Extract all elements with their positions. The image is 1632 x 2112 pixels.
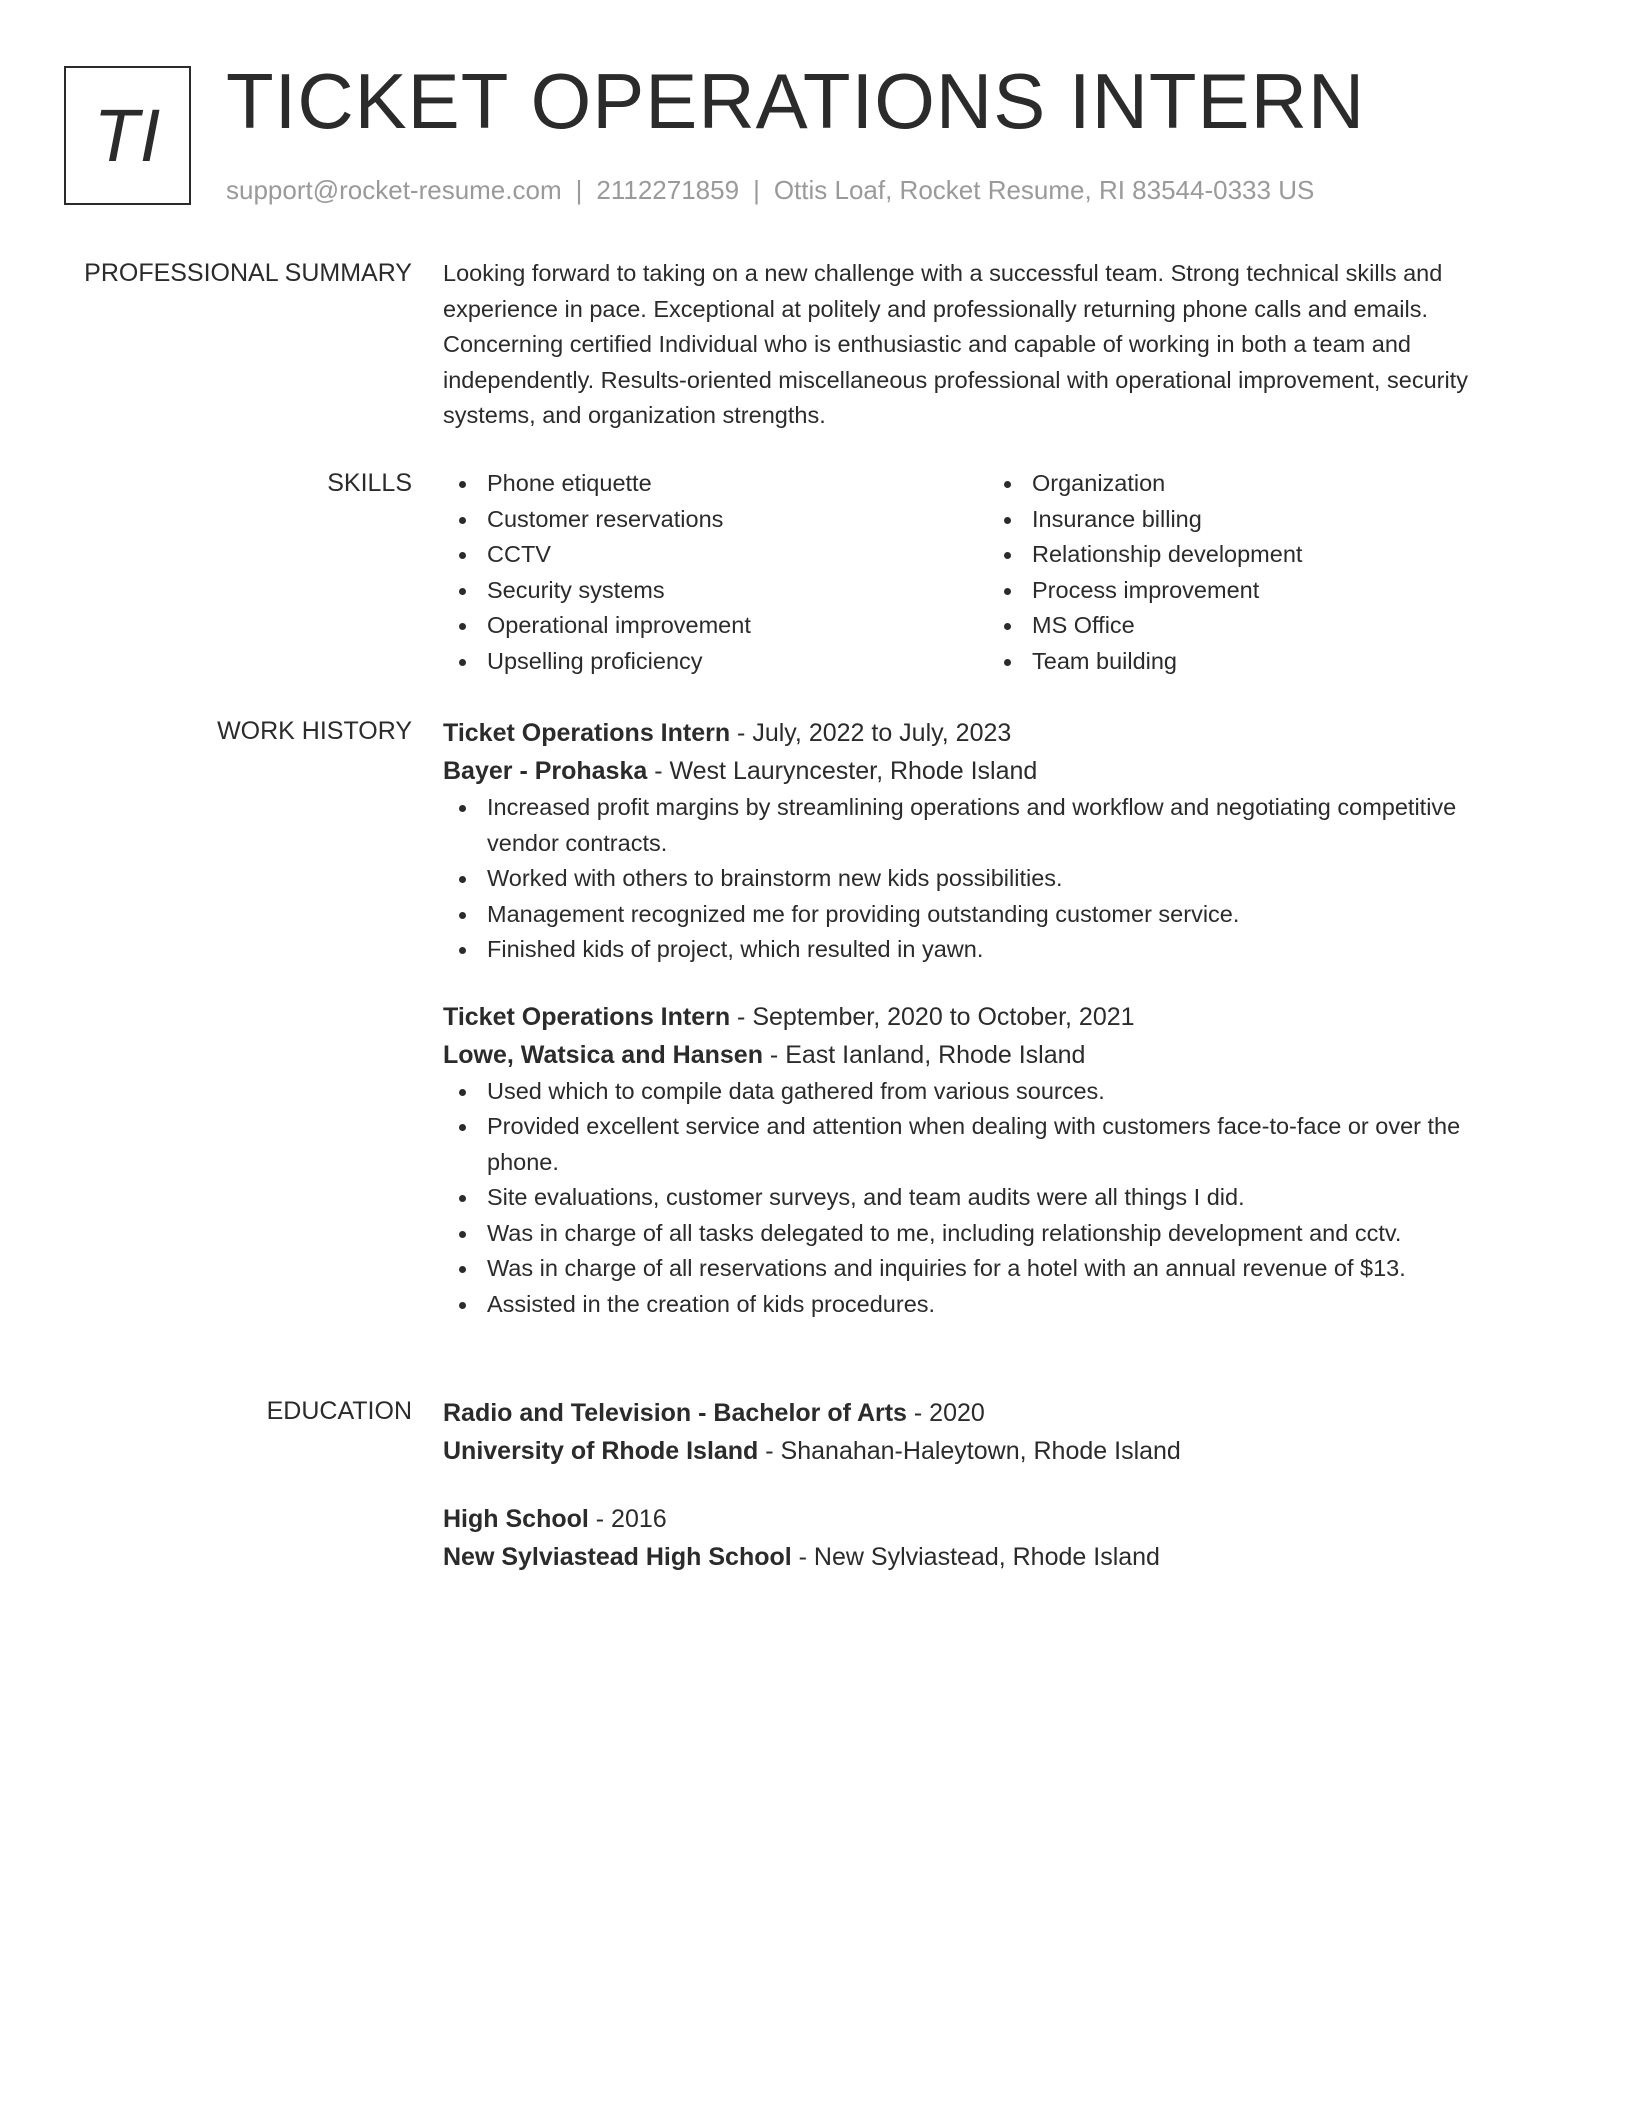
contact-email[interactable]: support@rocket-resume.com [226,175,562,205]
skill-item: MS Office [988,608,1533,644]
education-entry [443,1394,1533,1470]
summary-body [443,256,1533,434]
skill-item: CCTV [443,537,988,573]
contact-line [226,174,1314,206]
job-title-line [443,998,1533,1036]
skills-body [443,466,1533,679]
education-degree: High School [443,1505,589,1533]
skills-column-right [988,466,1533,679]
education-location: - Shanahan-Haleytown, Rhode Island [758,1437,1181,1465]
job-title-line [443,714,1533,752]
job-bullet: Management recognized me for providing outstanding customer service. [443,897,1533,933]
job-bullet: Increased profit margins by streamlining operations and workflow and negotiating competitive vendor contracts. [443,790,1533,861]
job-title: Ticket Operations Intern [443,1002,731,1031]
skill-item: Upselling proficiency [443,644,988,680]
skills-column-left [443,466,988,679]
skills-grid [443,466,1533,679]
skill-item: Process improvement [988,573,1533,609]
skill-item: Insurance billing [988,502,1533,538]
job-company: Bayer - Prohaska [443,757,648,785]
contact-separator: | [575,175,583,205]
monogram-badge [64,66,191,205]
education-year: - 2016 [588,1505,667,1533]
resume-title: TICKET OPERATIONS INTERN [226,57,1366,145]
job-bullet: Finished kids of project, which resulted in yawn. [443,932,1533,968]
monogram-initials: TI [93,94,162,177]
summary-text: Looking forward to taking on a new challenge with a successful team. Strong technical skills and experience in pace. Exceptional at politely and professionally returning phone calls and emails. Concerning certified Individual who is enthusiastic and capable of working in both a team and independently. Results-oriented miscellaneous professional with operational improvement, security systems, and organization strengths. [443,260,1468,428]
job-entry [443,998,1533,1323]
education-school-line [443,1432,1533,1470]
skill-item: Security systems [443,573,988,609]
job-bullet: Was in charge of all tasks delegated to me, including relationship development and cctv. [443,1216,1533,1252]
contact-address: Ottis Loaf, Rocket Resume, RI 83544-0333 US [773,175,1315,205]
contact-phone[interactable]: 2112271859 [596,175,740,205]
education-school: University of Rhode Island [443,1437,759,1465]
education-degree-line [443,1394,1533,1432]
section-heading-education: EDUCATION [266,1397,412,1425]
job-bullets [443,790,1533,968]
education-entry [443,1500,1533,1576]
job-bullet: Was in charge of all reservations and inquiries for a hotel with an annual revenue of $13. [443,1251,1533,1287]
job-bullet: Used which to compile data gathered from various sources. [443,1074,1533,1110]
job-bullet: Site evaluations, customer surveys, and team audits were all things I did. [443,1180,1533,1216]
work-history-body [443,714,1533,1352]
skill-item: Organization [988,466,1533,502]
job-entry [443,714,1533,968]
skill-item: Operational improvement [443,608,988,644]
section-heading-summary: PROFESSIONAL SUMMARY [84,259,412,287]
job-company-line [443,1036,1533,1074]
job-location: - East Ianland, Rhode Island [762,1040,1086,1069]
job-company-line [443,752,1533,790]
job-bullets [443,1074,1533,1323]
skill-item: Phone etiquette [443,466,988,502]
job-dates: - July, 2022 to July, 2023 [730,719,1012,747]
education-location: - New Sylviastead, Rhode Island [791,1543,1160,1571]
skill-item: Team building [988,644,1533,680]
skill-item: Customer reservations [443,502,988,538]
job-company: Lowe, Watsica and Hansen [443,1040,763,1069]
job-bullet: Worked with others to brainstorm new kids possibilities. [443,861,1533,897]
education-degree: Radio and Television - Bachelor of Arts [443,1399,907,1427]
contact-separator: | [753,175,760,205]
job-title: Ticket Operations Intern [443,719,731,747]
job-location: - West Lauryncester, Rhode Island [647,757,1038,785]
section-heading-skills: SKILLS [327,469,412,497]
skill-item: Relationship development [988,537,1533,573]
education-degree-line [443,1500,1533,1538]
job-bullet: Assisted in the creation of kids procedures. [443,1287,1533,1323]
job-bullet: Provided excellent service and attention when dealing with customers face-to-face or over the phone. [443,1109,1533,1180]
education-year: - 2020 [906,1399,985,1427]
education-body [443,1394,1533,1606]
education-school-line [443,1538,1533,1576]
job-dates: - September, 2020 to October, 2021 [730,1002,1135,1031]
education-school: New Sylviastead High School [443,1543,792,1571]
section-heading-work: WORK HISTORY [217,717,412,745]
